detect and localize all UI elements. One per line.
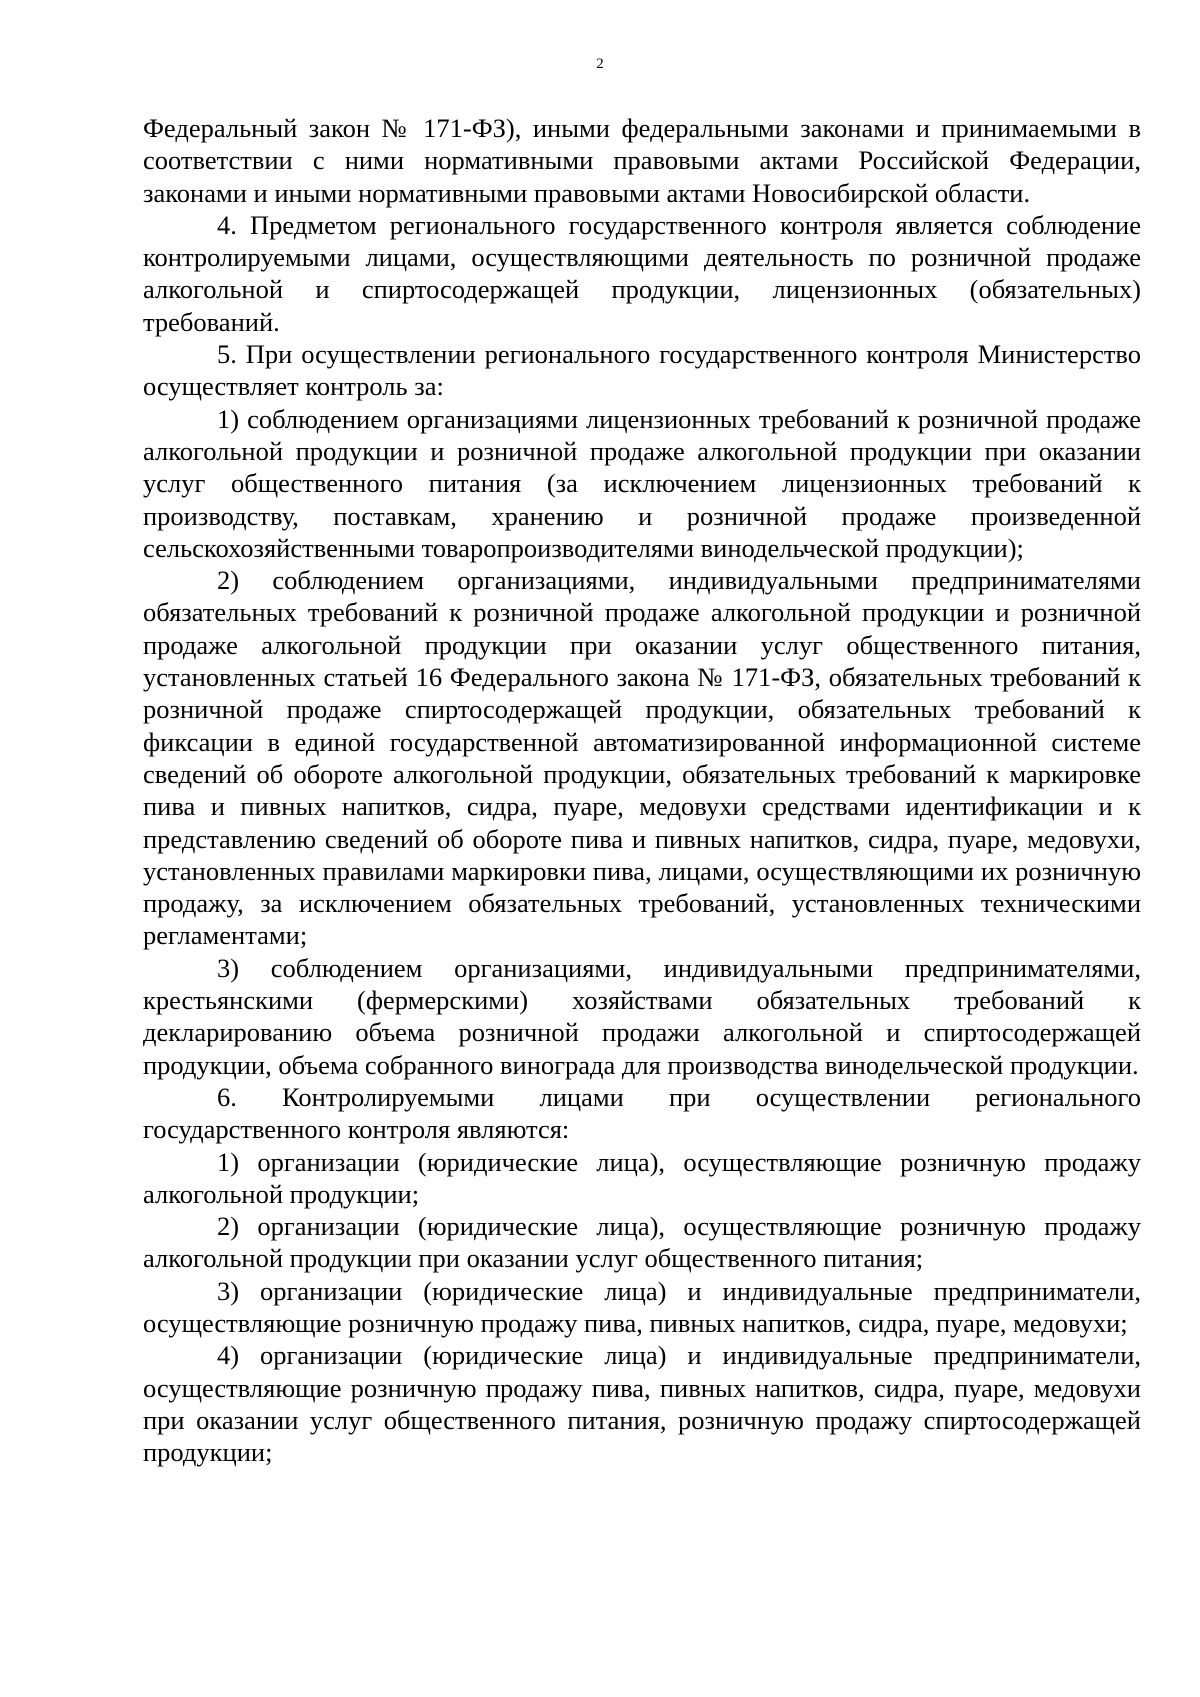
paragraph-item-6-1: 1) организации (юридические лица), осуществляющие розничную продажу алкогольной продукции; xyxy=(143,1146,1141,1209)
paragraph-item-5-1: 1) соблюдением организациями лицензионных требований к розничной продаже алкогольной продукции и розничной продаже алкогольной продукции при оказании услуг общественного питания (за исключением лицензионных требований к производству, поставкам, хранению и розничной продаже произведенной сельскохозяйственными товаропроизводителями винодельческой продукции); xyxy=(143,403,1141,563)
paragraph-item-5-3: 3) соблюдением организациями, индивидуальными предпринимателями, крестьянскими (фермерскими) хозяйствами обязательных требований к декларированию объема розничной продажи алкогольной и спиртосодержащей продукции, объема собранного винограда для производства винодельческой продукции. xyxy=(143,952,1141,1080)
paragraph-item-6: 6. Контролируемыми лицами при осуществлении регионального государственного контроля являются: xyxy=(143,1081,1141,1145)
document-body xyxy=(143,112,1141,1468)
paragraph-item-4: 4. Предметом регионального государственного контроля является соблюдение контролируемыми лицами, осуществляющими деятельность по розничной продаже алкогольной и спиртосодержащей продукции, лицензионных (обязательных) требований. xyxy=(143,209,1141,337)
paragraph-item-5-2: 2) соблюдением организациями, индивидуальными предпринимателями обязательных требований к розничной продаже алкогольной продукции и розничной продаже алкогольной продукции при оказании услуг общественного питания, установленных статьей 16 Федерального закона № 171-ФЗ, обязательных требований к розничной продаже спиртосодержащей продукции, обязательных требований к фиксации в единой государственной автоматизированной информационной системе сведений об обороте алкогольной продукции, обязательных требований к маркировке пива и пивных напитков, сидра, пуаре, медовухи средствами идентификации и к представлению сведений об обороте пива и пивных напитков, сидра, пуаре, медовухи, установленных правилами маркировки пива, лицами, осуществляющими их розничную продажу, за исключением обязательных требований, установленных техническими регламентами; xyxy=(143,565,1141,951)
page-number: 2 xyxy=(596,56,604,72)
paragraph-item-6-4: 4) организации (юридические лица) и индивидуальные предприниматели, осуществляющие розничную продажу пива, пивных напитков, сидра, пуаре, медовухи при оказании услуг общественного питания, розничную продажу спиртосодержащей продукции; xyxy=(143,1340,1141,1468)
paragraph-continuation: Федеральный закон № 171-ФЗ), иными федеральными законами и принимаемыми в соответствии с ними нормативными правовыми актами Российской Федерации, законами и иными нормативными правовыми актами Новосибирской области. xyxy=(143,113,1141,208)
paragraph-item-6-3: 3) организации (юридические лица) и индивидуальные предприниматели, осуществляющие розничную продажу пива, пивных напитков, сидра, пуаре, медовухи; xyxy=(143,1275,1141,1338)
paragraph-item-5: 5. При осуществлении регионального государственного контроля Министерство осуществляет контроль за: xyxy=(143,339,1141,402)
paragraph-item-6-2: 2) организации (юридические лица), осуществляющие розничную продажу алкогольной продукции при оказании услуг общественного питания; xyxy=(143,1211,1141,1274)
